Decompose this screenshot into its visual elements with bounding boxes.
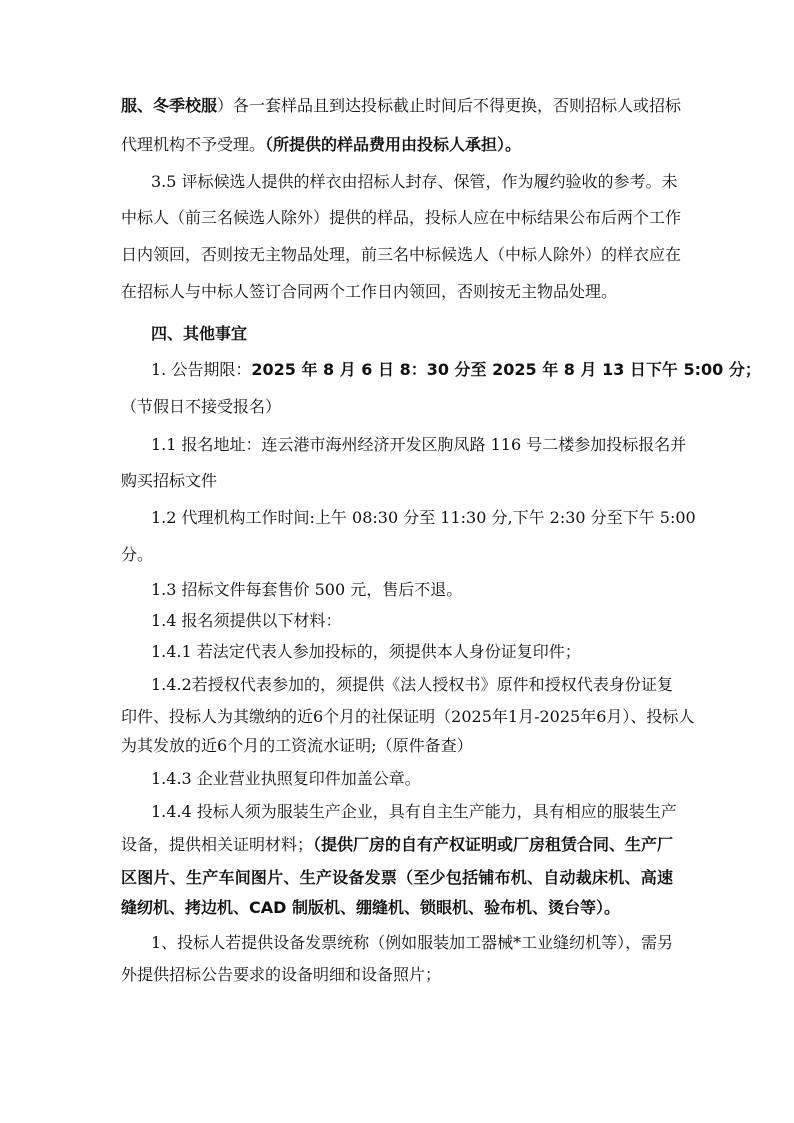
text-line xyxy=(151,765,680,793)
bold-text-run: （所提供的样品费用由投标人承担）。 xyxy=(265,135,522,154)
text-run: ）各一套样品且到达投标截止时间后不得更换，否则招标人或招标 xyxy=(217,96,682,115)
text-run: 1.2 代理机构工作时间:上午 08:30 分至 11:30 分,下午 2:30 分至下午 5:00 xyxy=(151,508,696,527)
text-run: 日内领回，否则按无主物品处理，前三名中标候选人（中标人除外）的样衣应在 xyxy=(121,245,682,264)
text-line xyxy=(151,168,678,196)
text-run: 3.5 评标候选人提供的样衣由招标人封存、保管，作为履约验收的参考。未 xyxy=(151,172,678,191)
text-run: 为其发放的近6个月的工资流水证明;（原件备查） xyxy=(121,736,473,755)
bold-text-run: 四、其他事宜 xyxy=(151,324,248,343)
text-run: 1.4.1 若法定代表人参加投标的，须提供本人身份证复印件； xyxy=(151,642,581,661)
text-line xyxy=(121,864,673,892)
text-run: 1.3 招标文件每套售价 500 元，售后不退。 xyxy=(151,580,463,599)
bold-text-run: 服、冬季校服 xyxy=(121,96,218,115)
text-run: 外提供招标公告要求的设备明细和设备照片； xyxy=(121,965,442,984)
text-line xyxy=(151,798,677,826)
text-line xyxy=(121,92,682,120)
text-line xyxy=(121,204,682,232)
text-line xyxy=(151,929,673,957)
text-line xyxy=(121,278,680,306)
text-run: 1.4.3 企业营业执照复印件加盖公章。 xyxy=(151,769,421,788)
text-run: 中标人（前三名候选人除外）提供的样品，投标人应在中标结果公布后两个工作 xyxy=(121,208,682,227)
text-line xyxy=(121,541,680,569)
text-line xyxy=(121,467,680,495)
text-line xyxy=(121,894,680,922)
text-run: 1、投标人若提供设备发票统称（例如服装加工器械*工业缝纫机等），需另 xyxy=(151,933,674,952)
text-run: 印件、投标人为其缴纳的近6个月的社保证明（2025年1月-2025年6月）、投标人 xyxy=(121,707,695,726)
text-line xyxy=(151,320,680,348)
text-line xyxy=(151,504,696,532)
text-run: 购买招标文件 xyxy=(121,471,218,490)
text-line xyxy=(151,638,680,666)
bold-text-run: 区图片、生产车间图片、生产设备发票（至少包括铺布机、自动裁床机、高速 xyxy=(121,868,673,887)
text-run: 在招标人与中标人签订合同两个工作日内领回，否则按无主物品处理。 xyxy=(121,282,618,301)
text-line xyxy=(121,732,680,760)
text-run: 1.1 报名地址：连云港市海州经济开发区朐凤路 116 号二楼参加投标报名并 xyxy=(151,435,687,454)
bold-text-run: 缝纫机、拷边机、CAD 制版机、绷缝机、锁眼机、验布机、烫台等）。 xyxy=(121,898,620,917)
text-run: 1.4 报名须提供以下材料： xyxy=(151,611,342,630)
text-line xyxy=(121,131,680,159)
text-run: 设备，提供相关证明材料； xyxy=(121,835,314,854)
bold-text-run: （提供厂房的自有产权证明或厂房租赁合同、生产厂 xyxy=(313,835,674,854)
text-line xyxy=(121,703,695,731)
text-run: 1.4.2若授权代表参加的，须提供《法人授权书》原件和授权代表身份证复 xyxy=(151,675,673,694)
text-run: 1.4.4 投标人须为服装生产企业，具有自主生产能力，具有相应的服装生产 xyxy=(151,802,677,821)
text-line xyxy=(121,241,682,269)
text-run: 1. 公告期限： xyxy=(151,360,252,379)
text-line xyxy=(151,356,761,384)
text-line xyxy=(121,393,680,421)
text-run: 分。 xyxy=(121,545,154,564)
bold-text-run: 2025 年 8 月 6 日 8：30 分至 2025 年 8 月 13 日下午 5:00 分； xyxy=(251,360,761,379)
text-run: （节假日不接受报名） xyxy=(121,397,282,416)
text-run: 代理机构不予受理。 xyxy=(121,135,266,154)
text-line xyxy=(121,831,673,859)
text-line xyxy=(151,607,680,635)
text-line xyxy=(151,431,687,459)
text-line xyxy=(151,671,673,699)
text-line xyxy=(121,961,680,989)
text-line xyxy=(151,576,680,604)
